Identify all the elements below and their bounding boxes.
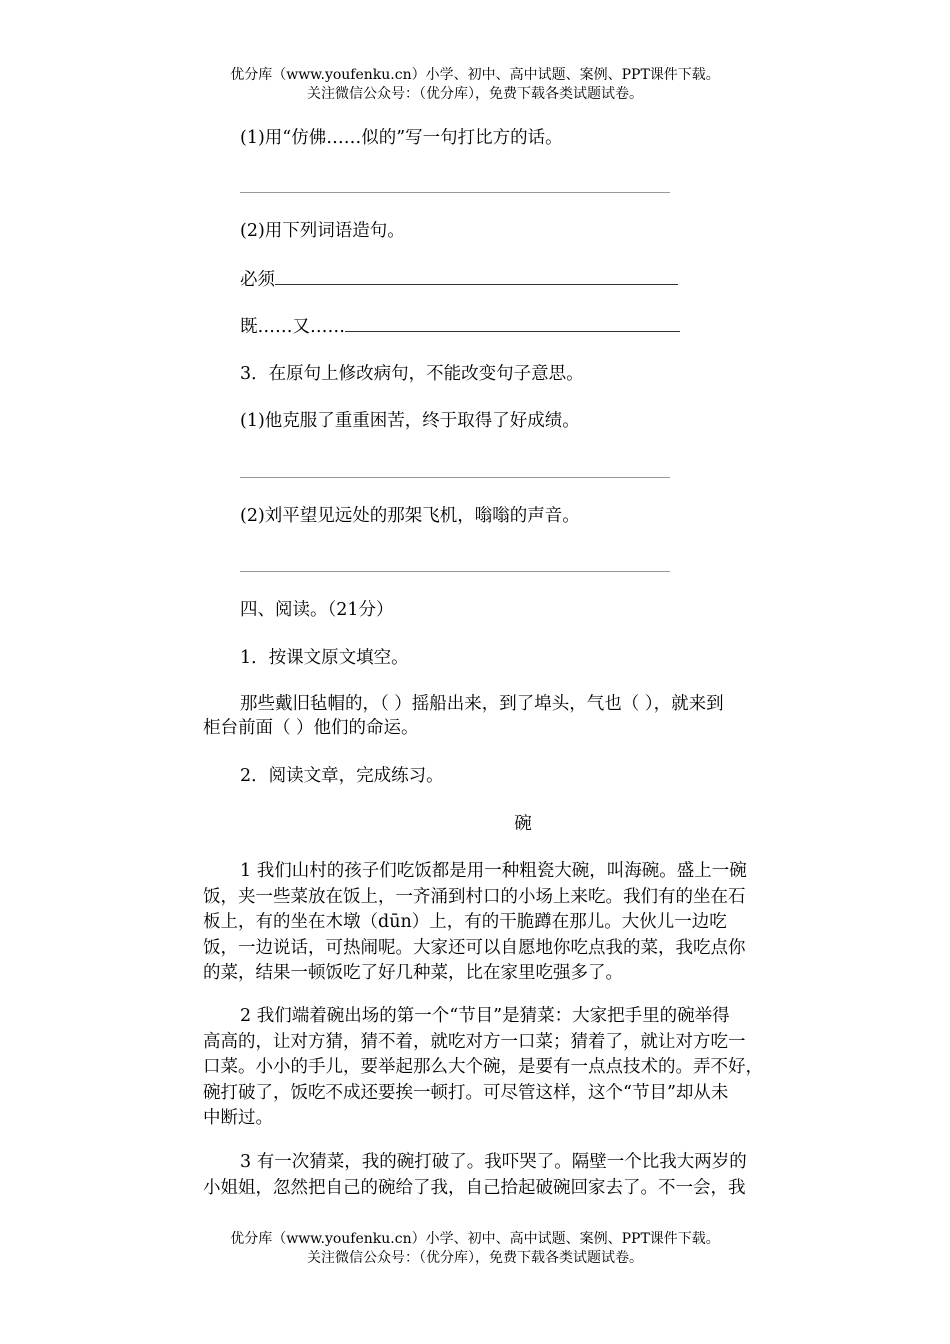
section-4-question-2-prompt: 2．阅读文章，完成练习。 — [240, 766, 444, 786]
paragraph-line: 饭，夹一些菜放在饭上，一齐涌到村口的小场上来吃。我们有的坐在石 — [203, 886, 746, 907]
question-3-sub-1: (1)他克服了重重困苦，终于取得了好成绩。 — [240, 411, 580, 431]
paragraph-line: 的菜，结果一顿饭吃了好几种菜，比在家里吃强多了。 — [203, 963, 623, 983]
section-4-question-1-prompt: 1．按课文原文填空。 — [240, 648, 409, 668]
word-item-2 — [240, 313, 680, 339]
paragraph-line: 1 我们山村的孩子们吃饭都是用一种粗瓷大碗，叫海碗。盛上一碗 — [240, 861, 747, 881]
fill-blank-line-2: 柜台前面（ ）他们的命运。 — [203, 718, 419, 738]
paragraph-line: 高高的，让对方猜，猜不着，就吃对方一口菜；猜着了，就让对方吃一 — [203, 1031, 746, 1052]
answer-blank — [345, 313, 680, 332]
word-label: 既……又…… — [240, 317, 345, 337]
question-2-sub-1: (1)用“仿佛……似的”写一句打比方的话。 — [240, 128, 563, 148]
section-4-heading: 四、阅读。（21分） — [240, 600, 394, 620]
page-header-line-2: 关注微信公众号：（优分库），免费下载各类试题试卷。 — [307, 86, 643, 102]
paragraph-line: 碗打破了，饭吃不成还要挨一顿打。可尽管这样，这个“节目”却从未 — [203, 1082, 729, 1103]
answer-blank — [275, 266, 678, 285]
article-paragraph-2 — [203, 1004, 803, 1132]
article-paragraph-3 — [203, 1150, 803, 1201]
page-header-line-1: 优分库（www.youfenku.cn）小学、初中、高中试题、案例、PPT课件下载。 — [230, 67, 720, 83]
word-label: 必须 — [240, 270, 275, 290]
article-title: 碗 — [514, 814, 532, 834]
answer-line — [240, 477, 670, 478]
fill-blank-line-1: 那些戴旧毡帽的，（ ）摇船出来，到了埠头，气也（ ），就来到 — [240, 694, 724, 714]
question-2-sub-2: (2)用下列词语造句。 — [240, 221, 405, 241]
paragraph-line: 小姐姐，忽然把自己的碗给了我，自己拾起破碗回家去了。不一会，我 — [203, 1177, 746, 1198]
word-item-1 — [240, 266, 678, 292]
paragraph-line: 2 我们端着碗出场的第一个“节目”是猜菜：大家把手里的碗举得 — [240, 1006, 730, 1026]
paragraph-line: 板上，有的坐在木墩（dūn）上，有的干脆蹲在那儿。大伙儿一边吃 — [203, 912, 727, 932]
question-3-prompt: 3．在原句上修改病句，不能改变句子意思。 — [240, 364, 584, 384]
paragraph-line: 口菜。小小的手儿，要举起那么大个碗，是要有一点点技术的。弄不好， — [203, 1057, 763, 1077]
article-paragraph-1 — [203, 859, 803, 987]
paragraph-line: 中断过。 — [203, 1108, 273, 1128]
page-footer-line-1: 优分库（www.youfenku.cn）小学、初中、高中试题、案例、PPT课件下载。 — [230, 1231, 720, 1247]
paragraph-line: 3 有一次猜菜，我的碗打破了。我吓哭了。隔壁一个比我大两岁的 — [240, 1152, 747, 1172]
answer-line — [240, 192, 670, 193]
question-3-sub-2: (2)刘平望见远处的那架飞机，嗡嗡的声音。 — [240, 506, 580, 526]
page-footer-line-2: 关注微信公众号：（优分库），免费下载各类试题试卷。 — [307, 1250, 643, 1266]
answer-line — [240, 571, 670, 572]
paragraph-line: 饭，一边说话，可热闹呢。大家还可以自愿地你吃点我的菜，我吃点你 — [203, 937, 746, 958]
